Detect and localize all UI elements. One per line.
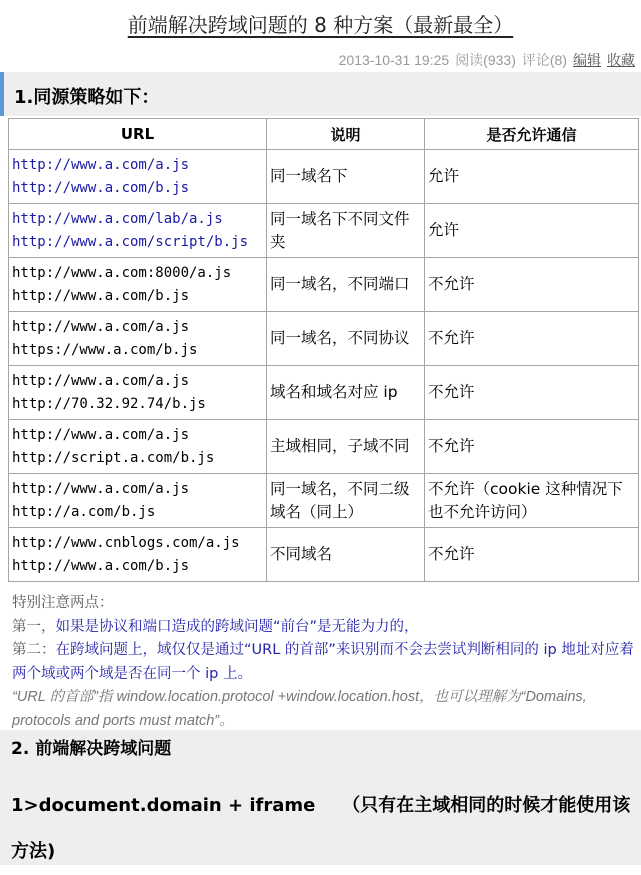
edit-link[interactable]: 编辑 bbox=[573, 52, 601, 68]
allow-cell: 不允许 bbox=[425, 366, 639, 420]
url-text: http://www.a.com/a.js bbox=[12, 426, 190, 443]
url-link[interactable]: http://www.a.com/b.js bbox=[12, 179, 190, 196]
url-cell bbox=[9, 420, 267, 474]
url-cell bbox=[9, 312, 267, 366]
read-count: 阅读(933) bbox=[455, 52, 516, 68]
note-first-text: 如果是协议和端口造成的跨域问题“前台”是无能为力的， bbox=[55, 618, 419, 635]
url-text: http://script.a.com/b.js bbox=[12, 449, 215, 466]
url-text: http://www.a.com/a.js bbox=[12, 318, 190, 335]
column-header-allow: 是否允许通信 bbox=[425, 119, 639, 150]
notes-block bbox=[12, 592, 637, 733]
notes-intro: 特别注意两点： bbox=[12, 595, 114, 611]
comment-count[interactable]: 评论(8) bbox=[521, 52, 567, 68]
url-cell bbox=[9, 258, 267, 312]
url-text: https://www.a.com/b.js bbox=[12, 341, 198, 358]
allow-cell: 允许 bbox=[425, 204, 639, 258]
desc-cell: 域名和域名对应 ip bbox=[267, 366, 425, 420]
note-first bbox=[12, 616, 637, 640]
desc-cell: 同一域名下 bbox=[267, 150, 425, 204]
allow-cell: 不允许 bbox=[425, 420, 639, 474]
note-first-prefix: 第一， bbox=[12, 618, 56, 635]
column-header-url: URL bbox=[9, 119, 267, 150]
section-heading-text: 1.同源策略如下： bbox=[14, 87, 160, 108]
desc-cell: 同一域名，不同二级域名（同上） bbox=[267, 474, 425, 528]
section-heading-text: 2. 前端解决跨域问题 bbox=[11, 739, 172, 759]
table-header-row bbox=[9, 119, 639, 150]
page-title: 前端解决跨域问题的 8 种方案（最新最全） bbox=[127, 13, 514, 37]
url-cell bbox=[9, 474, 267, 528]
desc-cell: 主域相同，子域不同 bbox=[267, 420, 425, 474]
url-text: http://www.a.com/b.js bbox=[12, 287, 190, 304]
url-cell bbox=[9, 366, 267, 420]
favorite-link[interactable]: 收藏 bbox=[607, 52, 635, 68]
url-cell bbox=[9, 150, 267, 204]
allow-cell: 允许 bbox=[425, 150, 639, 204]
url-text: http://www.a.com/a.js bbox=[12, 372, 190, 389]
url-text: http://www.cnblogs.com/a.js bbox=[12, 534, 240, 551]
post-meta bbox=[339, 50, 635, 70]
same-origin-table bbox=[8, 118, 639, 582]
section-heading-same-origin bbox=[0, 72, 641, 116]
table-row bbox=[9, 420, 639, 474]
note-quote: “URL 的首部”指 window.location.protocol +window.location.host，也可以理解为“Domains, protocols and ports must match”。 bbox=[12, 689, 587, 729]
url-text: http://a.com/b.js bbox=[12, 503, 156, 520]
url-link[interactable]: http://www.a.com/a.js bbox=[12, 156, 190, 173]
note-second-text: 在跨域问题上，域仅仅是通过“URL 的首部”来识别而不会去尝试判断相同的 ip 地址对应着两个域或两个域是否在同一个 ip 上。 bbox=[12, 642, 634, 682]
desc-cell: 同一域名，不同端口 bbox=[267, 258, 425, 312]
url-text: http://www.a.com:8000/a.js bbox=[12, 264, 232, 281]
table-row bbox=[9, 528, 639, 582]
url-text: http://www.a.com/a.js bbox=[12, 480, 190, 497]
allow-cell: 不允许 bbox=[425, 258, 639, 312]
url-cell bbox=[9, 528, 267, 582]
table-row bbox=[9, 204, 639, 258]
desc-cell: 不同域名 bbox=[267, 528, 425, 582]
desc-cell: 同一域名，不同协议 bbox=[267, 312, 425, 366]
url-link[interactable]: http://www.a.com/script/b.js bbox=[12, 233, 249, 250]
table-row bbox=[9, 366, 639, 420]
table-row bbox=[9, 312, 639, 366]
allow-cell: 不允许（cookie 这种情况下也不允许访问） bbox=[425, 474, 639, 528]
url-link[interactable]: http://www.a.com/lab/a.js bbox=[12, 210, 223, 227]
note-second-prefix: 第二： bbox=[12, 642, 56, 658]
section-heading-frontend bbox=[0, 730, 641, 865]
table-row bbox=[9, 474, 639, 528]
url-text: http://www.a.com/b.js bbox=[12, 557, 190, 574]
allow-cell: 不允许 bbox=[425, 312, 639, 366]
post-date: 2013-10-31 19:25 bbox=[338, 52, 450, 68]
desc-cell: 同一域名下不同文件夹 bbox=[267, 204, 425, 258]
subsection-heading-text: 1>document.domain + iframe （只有在主域相同的时候才能使用该方法) bbox=[11, 795, 631, 862]
table-row bbox=[9, 150, 639, 204]
note-second bbox=[12, 639, 637, 686]
column-header-desc: 说明 bbox=[267, 119, 425, 150]
url-text: http://70.32.92.74/b.js bbox=[12, 395, 206, 412]
allow-cell: 不允许 bbox=[425, 528, 639, 582]
table-row bbox=[9, 258, 639, 312]
url-cell bbox=[9, 204, 267, 258]
